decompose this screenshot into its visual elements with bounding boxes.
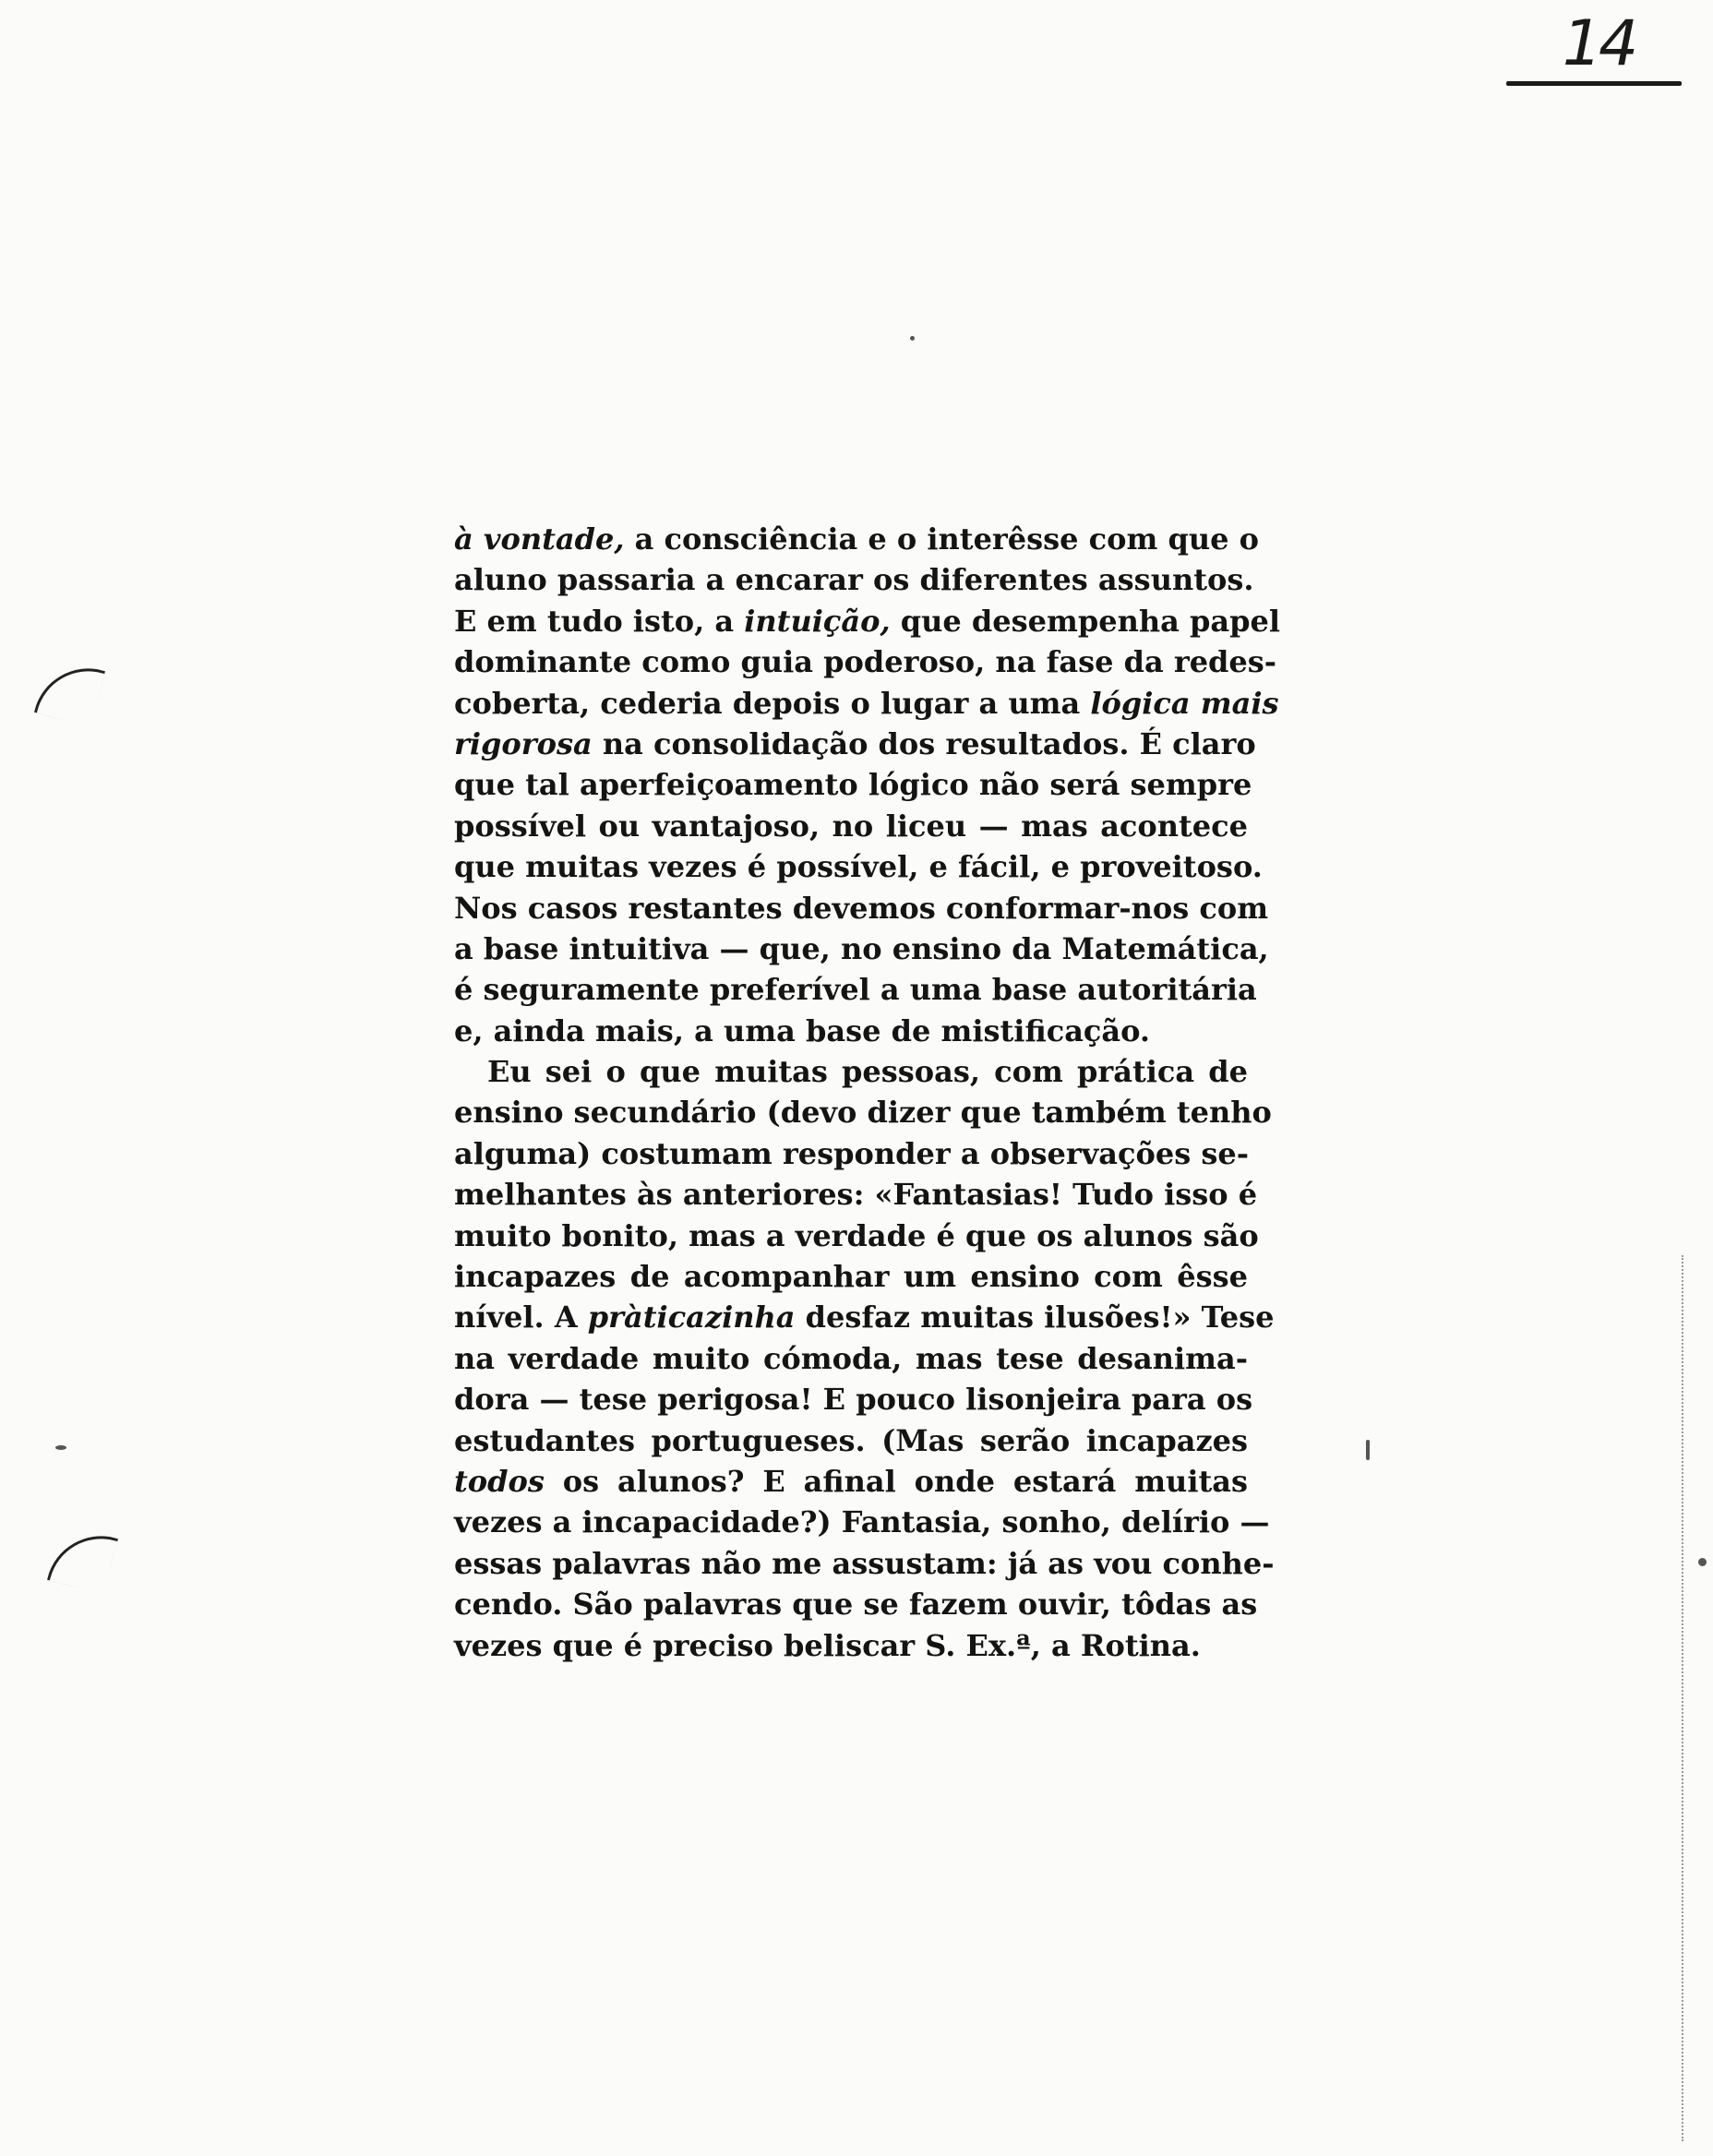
text-run: que muitas vezes é possível, e fácil, e proveitoso. <box>454 849 1263 885</box>
emphasis-text: à vontade, <box>454 521 625 557</box>
text-run: que desempenha papel <box>890 603 1280 639</box>
text-run: possível ou vantajoso, no liceu — mas acontece <box>454 808 1248 844</box>
text-line <box>454 1625 1248 1666</box>
emphasis-text: todos <box>454 1463 545 1499</box>
text-run: a base intuitiva — que, no ensino da Matemática, <box>454 930 1269 966</box>
text-run: vezes que é preciso beliscar S. Ex.ª, a Rotina. <box>454 1627 1201 1663</box>
text-line <box>454 1502 1270 1542</box>
text-line <box>454 601 1280 641</box>
text-run: na verdade muito cómoda, mas tese desanima- <box>454 1340 1248 1376</box>
text-line <box>454 1011 1248 1051</box>
text-run: ensino secundário (devo dizer que também tenho <box>454 1095 1272 1131</box>
text-run: Eu sei o que muitas pessoas, com prática de <box>487 1054 1248 1090</box>
margin-speck <box>1698 1558 1707 1566</box>
text-run: desfaz muitas ilusões!» Tese <box>795 1300 1275 1336</box>
text-line <box>454 1420 1248 1461</box>
emphasis-text: pràticazinha <box>587 1300 796 1336</box>
text-run: que tal aperfeiçoamento lógico não será sempre <box>454 767 1252 803</box>
text-line <box>454 888 1269 928</box>
text-run: cendo. São palavras que se fazem ouvir, tôdas as <box>454 1587 1258 1623</box>
text-run: e, ainda mais, a uma base de mistificação. <box>454 1012 1151 1048</box>
text-line <box>454 1133 1248 1174</box>
text-line <box>454 1379 1253 1419</box>
text-run: dora — tese perigosa! E pouco lisonjeira para os <box>454 1382 1253 1418</box>
text-run: incapazes de acompanhar um ensino com êsse <box>454 1259 1248 1295</box>
emphasis-text: rigorosa <box>454 725 593 761</box>
text-line <box>454 1216 1259 1256</box>
text-line <box>454 846 1263 887</box>
text-run: coberta, cederia depois o lugar a uma <box>454 685 1091 721</box>
margin-arc-mark <box>34 656 105 727</box>
text-run: E em tudo isto, a <box>454 603 745 639</box>
text-run: essas palavras não me assustam: já as vou conhe- <box>454 1545 1275 1581</box>
page-number: 14 <box>1562 7 1635 80</box>
text-run: dominante como guia poderoso, na fase da redes- <box>454 644 1277 680</box>
text-line <box>454 724 1256 764</box>
text-line <box>454 928 1269 969</box>
text-run: na consolidação dos resultados. É claro <box>592 725 1256 761</box>
page-number-underline <box>1506 81 1682 86</box>
text-line <box>454 969 1257 1010</box>
text-line <box>454 1256 1248 1297</box>
text-line <box>454 1174 1258 1215</box>
body-text <box>454 519 1280 1666</box>
text-run: nível. A <box>454 1300 588 1336</box>
text-line <box>454 1338 1248 1379</box>
text-run: alguma) costumam responder a observações se- <box>454 1135 1249 1171</box>
text-line <box>454 1092 1272 1132</box>
text-line <box>454 641 1277 682</box>
emphasis-text: intuição, <box>744 603 891 639</box>
text-line <box>454 559 1254 600</box>
emphasis-text: lógica mais <box>1090 685 1279 721</box>
text-line <box>454 1543 1275 1584</box>
text-run: aluno passaria a encarar os diferentes assuntos. <box>454 562 1254 598</box>
text-line <box>454 1461 1248 1502</box>
text-line <box>454 806 1248 846</box>
text-run: a consciência e o interêsse com que o <box>624 521 1259 557</box>
text-line <box>454 764 1252 805</box>
text-run: Nos casos restantes devemos conformar-nos com <box>454 890 1269 926</box>
text-line <box>454 519 1259 559</box>
text-line <box>454 683 1279 724</box>
text-run: é seguramente preferível a uma base autoritária <box>454 972 1257 1008</box>
text-run: vezes a incapacidade?) Fantasia, sonho, delírio — <box>454 1504 1270 1540</box>
margin-speck <box>55 1445 66 1450</box>
text-run: estudantes portugueses. (Mas serão incapazes <box>454 1422 1248 1458</box>
margin-arc-mark <box>47 1524 118 1595</box>
text-line <box>454 1051 1248 1092</box>
scan-edge-line <box>1682 1255 1683 2141</box>
text-run: melhantes às anteriores: «Fantasias! Tudo isso é <box>454 1177 1258 1213</box>
margin-speck <box>910 336 915 341</box>
margin-speck <box>1366 1440 1370 1460</box>
text-run: os alunos? E afinal onde estará muitas <box>544 1463 1248 1499</box>
text-line <box>454 1584 1258 1624</box>
text-run: muito bonito, mas a verdade é que os alunos são <box>454 1217 1259 1253</box>
text-line <box>454 1297 1275 1337</box>
